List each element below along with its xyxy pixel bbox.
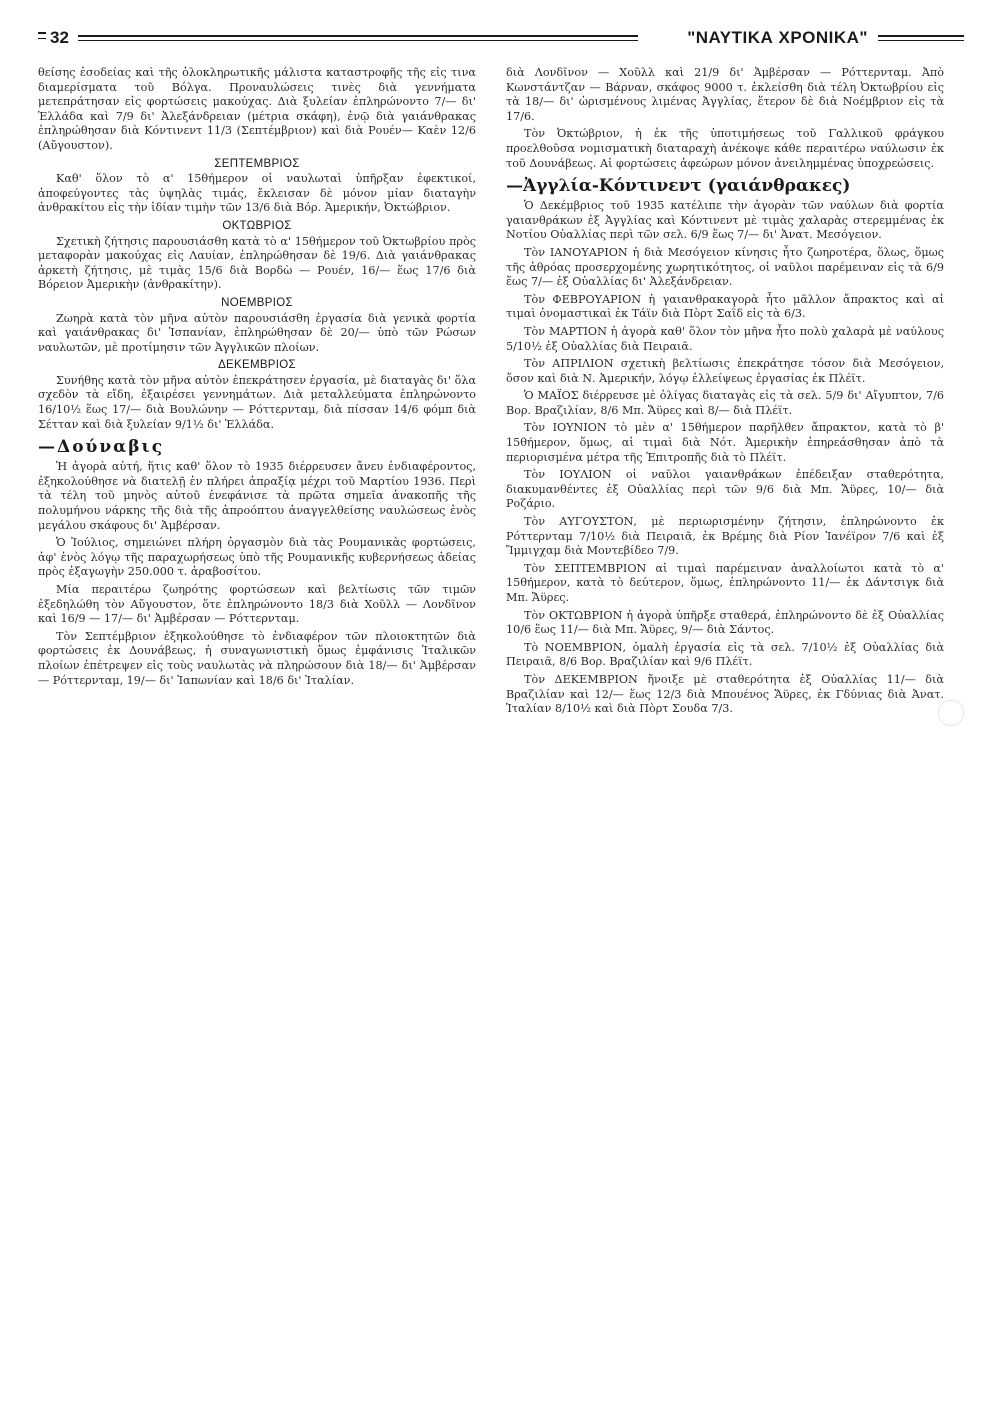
running-header <box>38 28 964 56</box>
october-danube-paragraph: Τὸν Ὀκτώβριον, ἡ ἐκ τῆς ὑποτιμήσεως τοῦ Γαλλικοῦ φράγκου προελθοῦσα νομισματικὴ διαταραχὴ ἀνέκοψε κάθε περαιτέρω ναύλωσιν ἐκ τοῦ Δουνάβεως. Αἱ φορτώσεις ἀφεώρων μόνον ἀνειλημμένας ὑποχρεώσεις. <box>506 127 944 170</box>
england-paragraph-1: Ὁ Δεκέμβριος τοῦ 1935 κατέλιπε τὴν ἀγορὰν τῶν ναύλων διὰ φορτία γαιανθράκων ἐξ Ἀγγλίας καὶ Κόντινεντ μὲ τιμὰς χαλαρὰς στερεμμένας ἐκ Νοτίου Οὐαλλίας περὶ τῶν σελ. 6/9 ἕως 7/— δι' Ἀνατ. Μεσόγειον. <box>506 199 944 242</box>
march-paragraph: Τὸν ΜΑΡΤΙΟΝ ἡ ἀγορὰ καθ' ὅλον τὸν μῆνα ἦτο πολὺ χαλαρὰ μὲ ναύλους 5/10½ ἐξ Οὐαλλίας διὰ Πειραιᾶ. <box>506 324 944 353</box>
header-rule-middle-2 <box>78 40 638 41</box>
left-column <box>38 66 476 691</box>
may-paragraph: Ὁ ΜΑΪΟΣ διέρρευσε μὲ ὀλίγας διαταγὰς εἰς τὰ σελ. 5/9 δι' Αἴγυπτον, 7/6 Βορ. Βραζιλίαν, 8/6 Μπ. Ἄϋρες καὶ 8/— διὰ Πλέϊτ. <box>506 389 944 417</box>
september-paragraph: Καθ' ὅλον τὸ α' 15θήμερον οἱ ναυλωταὶ ὑπῆρξαν ἐφεκτικοί, ἀποφεύγοντες τὰς ὑψηλὰς τιμάς, ἔκλεισαν δὲ μόνον μίαν διαταγὴν ἀνθρακίτου εἰς τὴν ἰδίαν τιμὴν τῶν 13/6 διὰ Βόρ. Ἀμερικήν, Ὀκτώβριον. <box>38 172 476 215</box>
month-heading-november: ΝΟΕΜΒΡΙΟΣ <box>221 296 293 309</box>
page-number: 32 <box>50 28 69 47</box>
november-paragraph: Ζωηρὰ κατὰ τὸν μῆνα αὐτὸν παρουσιάσθη ἐργασία διὰ γενικὰ φορτία καὶ γαιάνθρακας δι' Ἰσπανίαν, ἐπληρώθησαν δὲ 20/— ὑπὸ τῶν Ρώσων ναυλωτῶν, μὲ προτίμησιν τῶν Ἀγγλικῶν πλοίων. <box>38 311 476 354</box>
month-heading-september: ΣΕΠΤΕΜΒΡΙΟΣ <box>214 157 300 170</box>
month-heading-december: ΔΕΚΕΜΒΡΙΟΣ <box>218 359 296 372</box>
april-paragraph: Τὸν ΑΠΡΙΛΙΟΝ σχετικὴ βελτίωσις ἐπεκράτησε τόσον διὰ Μεσόγειον, ὅσον καὶ διὰ Ν. Ἀμερικήν, λόγῳ ἐλλείψεως ἐργασίας ἐκ Πλέϊτ. <box>506 357 944 385</box>
right-intro-paragraph: διὰ Λονδῖνον — Χοῦλλ καὶ 21/9 δι' Ἀμβέρσαν — Ρόττερνταμ. Ἀπὸ Κωνστάντζαν — Βάρναν, σκάφος 9000 τ. ἐκλείσθη διὰ τέλη Ὀκτωβρίου εἰς τὰ 18/— δι' ὡρισμένους λιμένας Ἀγγλίας, ἕτερον δὲ διὰ Νοέμβριον εἰς τὰ 17/6. <box>506 66 944 123</box>
section-heading-danube: —Δούναβις <box>38 437 165 458</box>
january-paragraph: Τὸν ΙΑΝΟΥΑΡΙΟΝ ἡ διὰ Μεσόγειον κίνησις ἦτο ζωηροτέρα, ὅλως, ὅμως τῆς ἀθρόας προσερχομένης χωρητικότητος, οἱ ναῦλοι παρέμειναν εἰς τὰ 6/9 ἕως 7/— ἐξ Οὐαλλίας δι' Ἀλεξάνδρειαν. <box>506 245 944 289</box>
header-rule-left-2 <box>38 38 46 39</box>
publication-title: "ΝΑΥΤΙΚΑ ΧΡΟΝΙΚΑ" <box>687 28 868 47</box>
december-paragraph: Συνήθης κατὰ τὸν μῆνα αὐτὸν ἐπεκράτησεν ἐργασία, μὲ διαταγὰς δι' ὅλα σχεδὸν τὰ εἴδη, ἐξαιρέσει γεννημάτων. Διὰ μεταλλεύματα ἐπληρώνοντο 16/10½ ἕως 17/— διὰ Βουλώνην — Ρόττερνταμ, διὰ πίσσαν 14/6 φόμπ διὰ Σέτταν καὶ διὰ ξυλείαν 9/1½ δι' Ἑλλάδα. <box>38 373 476 431</box>
left-intro-paragraph: θείσης ἐσοδείας καὶ τῆς ὁλοκληρωτικῆς μάλιστα καταστροφῆς τῆς εἰς τινα διαμερίσματα τοῦ Βόλγα. Προναυλώσεις τινὲς διὰ γεννήματα μετεπράτησαν εἰς φορτώσεις μακούχας. Διὰ ξυλείαν ἐπληρώνοντο 7/— δι' Ἑλλάδα καὶ 7/9 δι' Ἀλεξάνδρειαν (μέτρια σκάφη), ἐνῷ διὰ γαιάνθρακας ἐπληρώθησαν διὰ Κόντινεντ 11/3 (Σεπτέμβριον) καὶ διὰ Ρουέν— Καὲν 12/6 (Αὔγουστον). <box>38 66 476 152</box>
month-heading-october: ΟΚΤΩΒΡΙΟΣ <box>222 219 292 232</box>
section-heading-england-continent: —Ἀγγλία-Κόντινεντ (γαιάνθρακες) <box>506 176 851 197</box>
header-rule-right-2 <box>878 40 964 41</box>
september-coal-paragraph: Τὸν ΣΕΠΤΕΜΒΡΙΟΝ αἱ τιμαὶ παρέμειναν ἀναλλοίωτοι κατὰ τὸ α' 15θήμερον, κατὰ τὸ δεύτερον, ὅμως, ἐπληρώνοντο 11/— ἐκ Δάντσιγκ διὰ Μπ. Ἄϋρες. <box>506 561 944 604</box>
page <box>38 20 964 1390</box>
danube-paragraph-1: Ἡ ἀγορὰ αὐτή, ἥτις καθ' ὅλον τὸ 1935 διέρρευσεν ἄνευ ἐνδιαφέροντος, ἐξηκολούθησε νὰ διατελῇ ἐν πλήρει ἀπραξίᾳ μέχρι τοῦ Μαρτίου 1936. Περὶ τὰ τέλη τοῦ μηνὸς αὐτοῦ ἐνεφάνισε τὰ πρῶτα σημεῖα ἀνακοπῆς τῆς πολυμήνου νάρκης τῆς διὰ τῆς ἀπροόπτου ἀναγγελθείσης ναυλώσεως ἑνὸς μεγάλου σκάφους δι' Ἀμβέρσαν. <box>38 460 476 532</box>
june-paragraph: Τὸν ΙΟΥΝΙΟΝ τὸ μὲν α' 15θήμερον παρῆλθεν ἄπρακτον, κατὰ τὸ β' 15θήμερον, ὅμως, αἱ τιμαὶ διὰ Νότ. Ἀμερικὴν ἐπηρεάσθησαν ἀπὸ τὰ περιορισμένα μέτρα τῆς Ἐπιτροπῆς διὰ τὸ Πλέϊτ. <box>506 421 944 464</box>
header-rule-middle <box>78 35 638 37</box>
december-coal-paragraph: Τὸν ΔΕΚΕΜΒΡΙΟΝ ἤνοιξε μὲ σταθερότητα ἐξ Οὐαλλίας 11/— διὰ Βραζιλίαν καὶ 12/— ἕως 12/3 διὰ Μπουένος Ἄϋρες, ἐκ Γδύνιας διὰ Ἀνατ. Ἰταλίαν 8/10½ καὶ διὰ Πὸρτ Σουδα 7/3. <box>506 672 944 716</box>
october-paragraph: Σχετικὴ ζήτησις παρουσιάσθη κατὰ τὸ α' 15θήμερον τοῦ Ὀκτωβρίου πρὸς μεταφορὰν μακούχας εἰς Λαυίαν, ἐπληρώθησαν δὲ 19/6. Διὰ γαιάνθρακας ἀρκετὴ ζήτησις, μὲ τιμὰς 15/6 διὰ Βορδὼ — Ρουέν, 16/— ἕως 17/6 διὰ Βόρειον Ἀμερικὴν (ἀνθρακίτην). <box>38 234 476 292</box>
binding-hole-mark <box>938 700 964 726</box>
header-rule-left <box>38 32 46 34</box>
danube-paragraph-2: Ὁ Ἰούλιος, σημειώνει πλήρη ὀργασμὸν διὰ τὰς Ρουμανικὰς φορτώσεις, ἀφ' ἑνὸς λόγῳ τῆς παραχωρήσεως ὑπὸ τῆς Ρουμανικῆς κυβερνήσεως ἀδείας πρὸς ἐξαγωγὴν 250.000 τ. ἀραβοσίτου. <box>38 536 476 579</box>
danube-paragraph-4: Τὸν Σεπτέμβριον ἐξηκολούθησε τὸ ἐνδιαφέρον τῶν πλοιοκτητῶν διὰ φορτώσεις ἐκ Δουνάβεως, ἡ συναγωνιστικὴ ὅμως ἐμφάνισις Ἰταλικῶν πλοίων ἐπέτρεψεν εἰς τοὺς ναυλωτὰς νὰ πληρώσουν διὰ 18/— δι' Ἀμβέρσαν — Ρόττερνταμ, 19/— δι' Ἰαπωνίαν καὶ 18/6 δι' Ἰταλίαν. <box>38 629 476 687</box>
danube-paragraph-3: Μία περαιτέρω ζωηρότης φορτώσεων καὶ βελτίωσις τῶν τιμῶν ἐξεδηλώθη τὸν Αὔγουστον, ὅτε ἐπληρώνοντο 18/3 διὰ Χοῦλλ — Λονδῖνον καὶ 16/9 — 17/— δι' Ἀμβέρσαν — Ρόττερνταμ. <box>38 583 476 626</box>
august-paragraph: Τὸν ΑΥΓΟΥΣΤΟΝ, μὲ περιωρισμένην ζήτησιν, ἐπληρώνοντο ἐκ Ρόττερνταμ 7/10½ διὰ Πειραιᾶ, ἐκ Βρέμης διὰ Ρίον Ἰανέϊρον 7/6 καὶ ἐξ Ἴμμιγχαμ διὰ Μοντεβίδεο 7/9. <box>506 515 944 558</box>
february-paragraph: Τὸν ΦΕΒΡΟΥΑΡΙΟΝ ἡ γαιανθρακαγορὰ ἦτο μᾶλλον ἄπρακτος καὶ αἱ τιμαὶ ὀνομαστικαὶ ἐκ Τάϊν διὰ Πὸρτ Σαΐδ εἰς τὰ 6/3. <box>506 292 944 321</box>
right-column <box>506 66 944 720</box>
july-paragraph: Τὸν ΙΟΥΛΙΟΝ οἱ ναῦλοι γαιανθράκων ἐπέδειξαν σταθερότητα, διακυμανθέντες ἐξ Οὐαλλίας περὶ τῶν 9/6 διὰ Μπ. Ἄϋρες, 10/— διὰ Ροζάριο. <box>506 468 944 511</box>
header-rule-right <box>878 35 964 37</box>
october-coal-paragraph: Τὸν ΟΚΤΩΒΡΙΟΝ ἡ ἀγορὰ ὑπῆρξε σταθερά, ἐπληρώνοντο δὲ ἐξ Οὐαλλίας 10/6 ἕως 11/— διὰ Μπ. Ἄϋρες, 9/— διὰ Σάντος. <box>506 608 944 637</box>
november-coal-paragraph: Τὸ ΝΟΕΜΒΡΙΟΝ, ὁμαλὴ ἐργασία εἰς τὰ σελ. 7/10½ ἐξ Οὐαλλίας διὰ Πειραιᾶ, 8/6 Βορ. Βραζιλίαν καὶ 9/6 Πλέϊτ. <box>506 640 944 669</box>
